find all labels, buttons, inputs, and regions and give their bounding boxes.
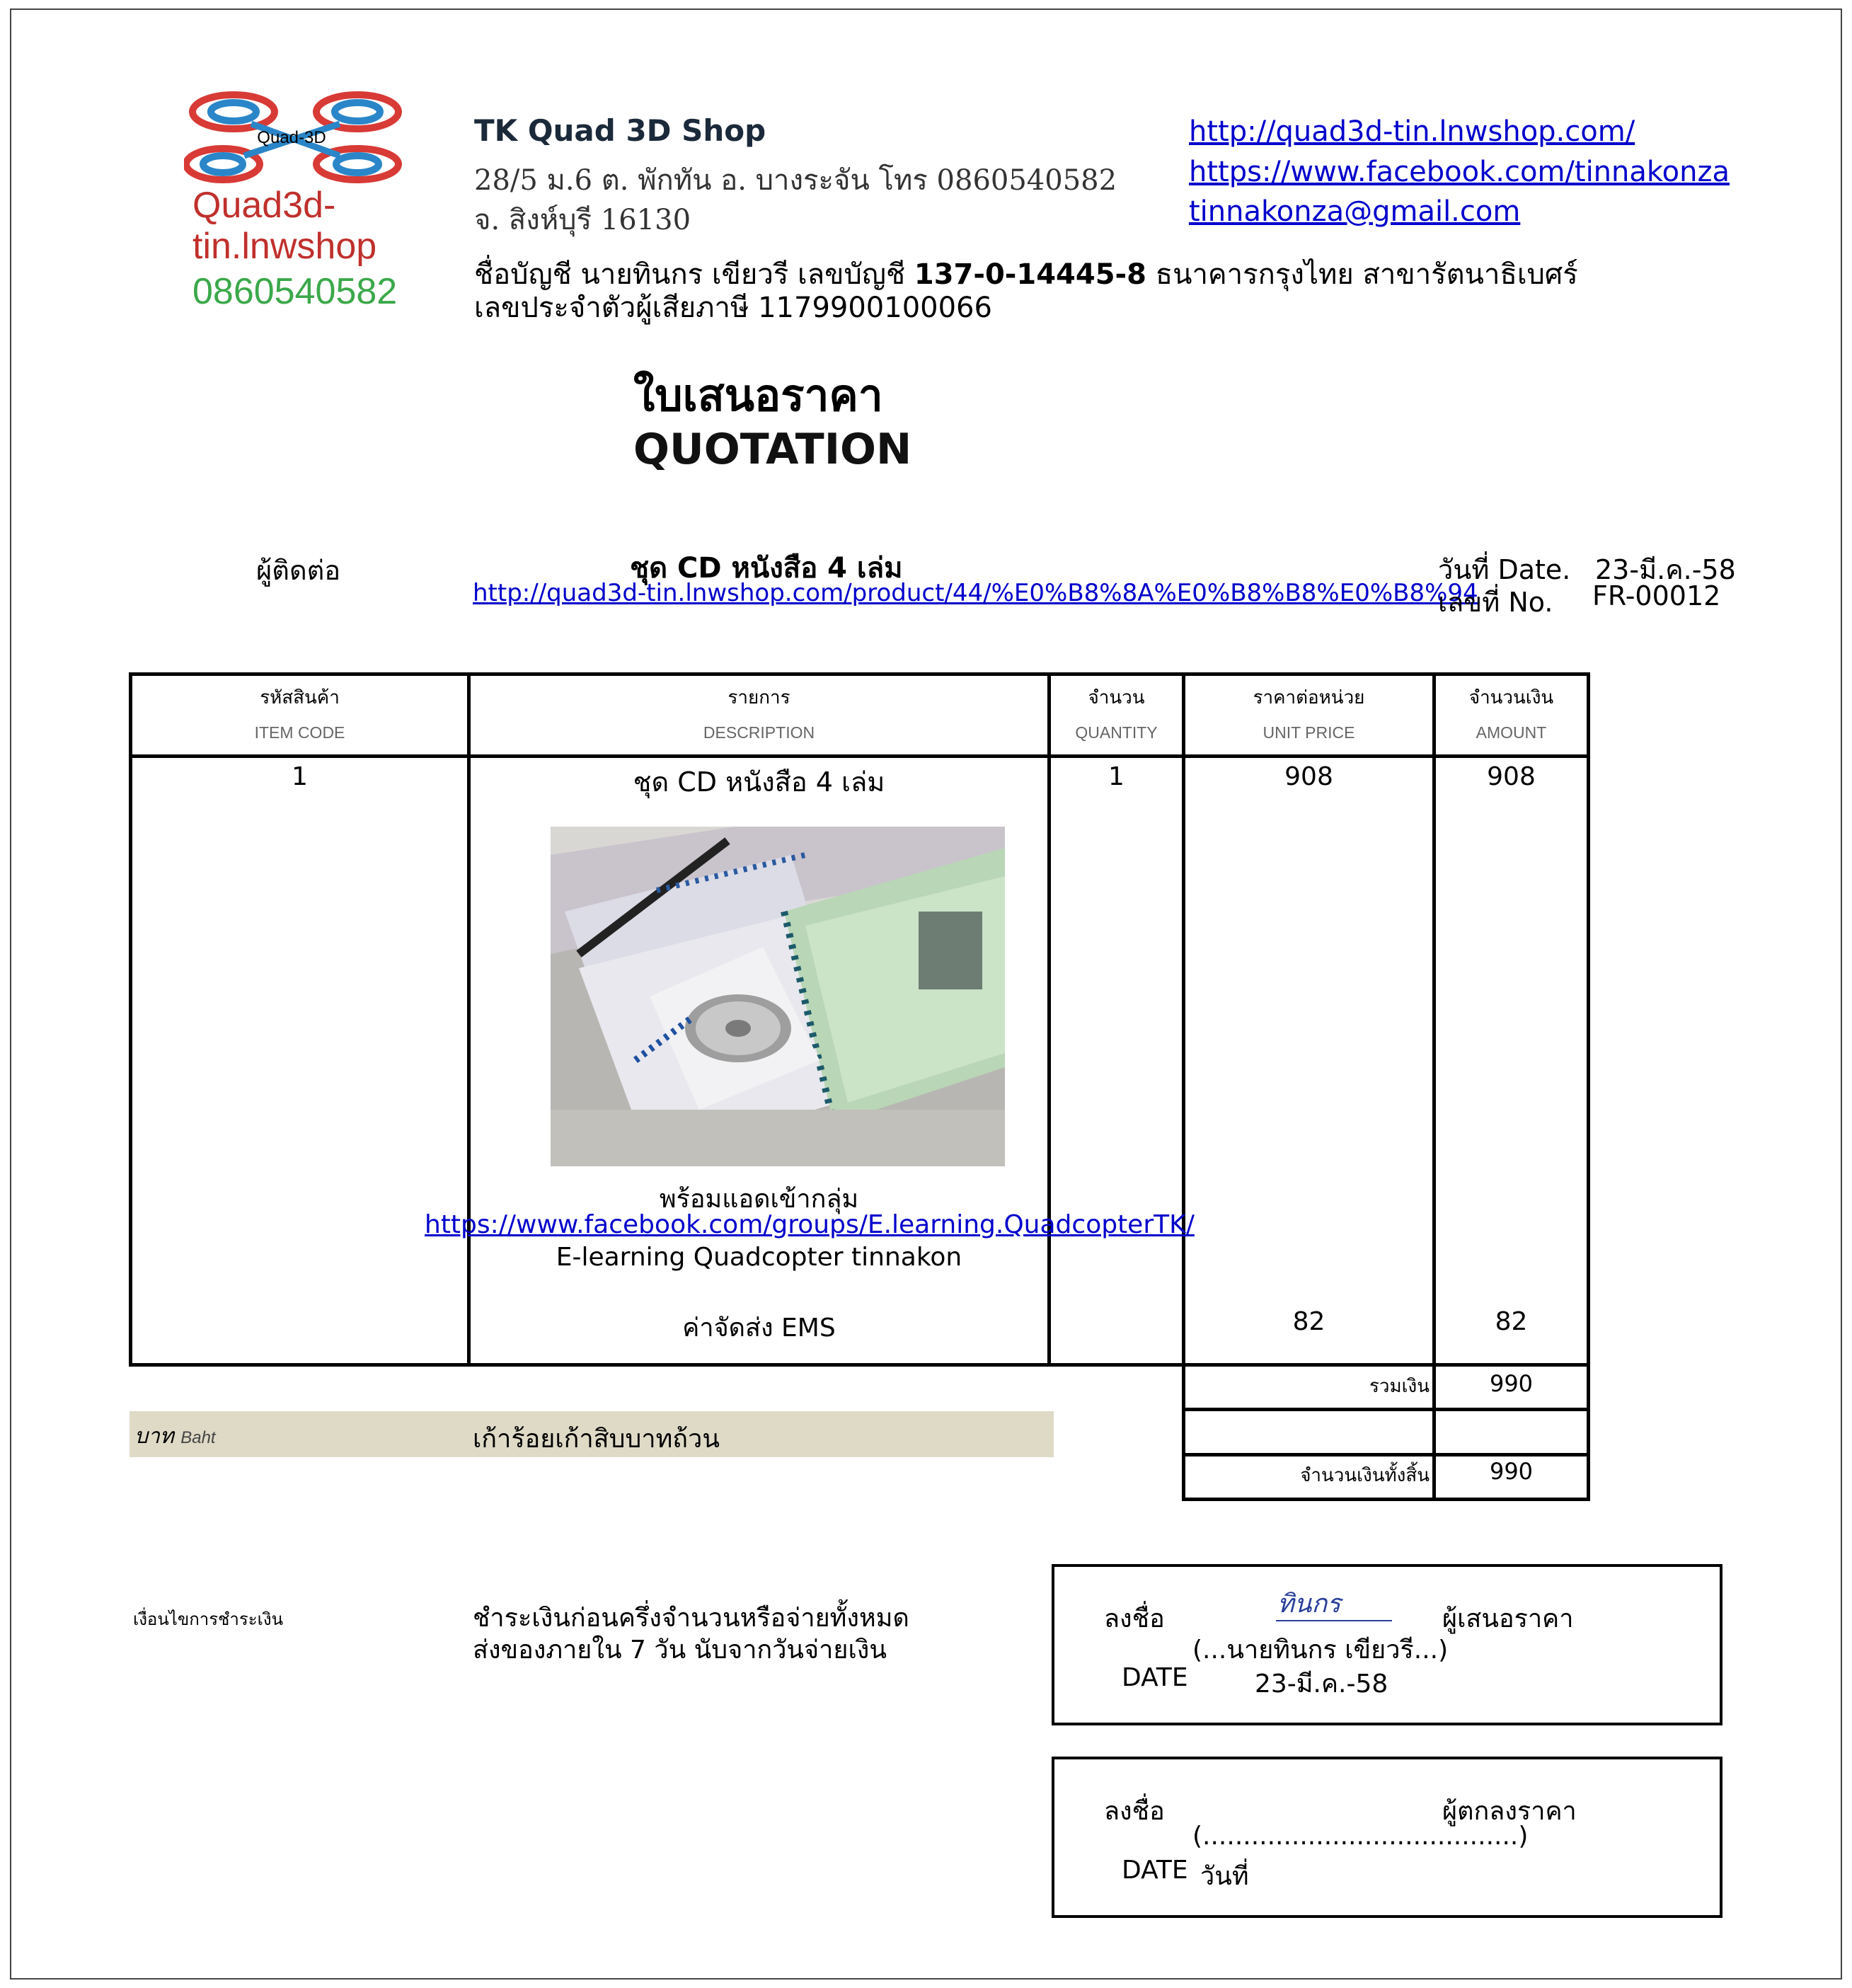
product-url-link[interactable]: http://quad3d-tin.lnwshop.com/product/44/%E0%B8%8A%E0%B8%B8%E0%B8%94: [473, 579, 1478, 607]
row1-unit-price: 908: [1284, 762, 1333, 791]
buyer-date-label: DATE: [1122, 1856, 1188, 1885]
row2-amount: 82: [1495, 1307, 1528, 1336]
row1-item-code: 1: [292, 762, 308, 791]
signature-graphic: [1270, 1585, 1398, 1629]
seller-role: ผู้เสนอราคา: [1442, 1604, 1574, 1633]
shop-facebook-link[interactable]: https://www.facebook.com/tinnakonza: [1189, 156, 1730, 188]
tax-id: เลขประจำตัวผู้เสียภาษี 1179900100066: [474, 292, 992, 324]
shop-logo: [184, 85, 418, 326]
header-unit-price-th: ราคาต่อหน่วย: [1253, 687, 1365, 708]
group-note-link-wrap: [425, 1210, 1195, 1239]
seller-date-label: DATE: [1122, 1663, 1188, 1692]
shop-email-link[interactable]: tinnakonza@gmail.com: [1189, 195, 1521, 228]
date-value: 23-มี.ค.-58: [1595, 554, 1736, 585]
shop-name: TK Quad 3D Shop: [474, 113, 766, 148]
header-description-th: รายการ: [727, 687, 790, 708]
row1-description: ชุด CD หนังสือ 4 เล่ม: [633, 766, 885, 798]
shop-address-1: 28/5 ม.6 ต. พักทัน อ. บางระจัน โทร 0860540582: [474, 164, 1117, 197]
header-item-code-en: ITEM CODE: [254, 723, 345, 742]
number-value: FR-00012: [1592, 580, 1721, 611]
grand-total-label: จำนวนเงินทั้งสิ้น: [1300, 1465, 1430, 1486]
title-thai: ใบเสนอราคา: [633, 369, 883, 421]
seller-date-value: 23-มี.ค.-58: [1255, 1670, 1388, 1699]
svg-text:ทินกร: ทินกร: [1277, 1590, 1341, 1619]
baht-label-en: Baht: [180, 1428, 216, 1447]
number-label: เลขที่ No.: [1438, 587, 1553, 618]
facebook-group-link[interactable]: https://www.facebook.com/groups/E.learning.QuadcopterTK/: [425, 1210, 1195, 1239]
buyer-role: ผู้ตกลงราคา: [1442, 1797, 1577, 1826]
payment-terms-label: เงื่อนไขการชำระเงิน: [133, 1609, 283, 1629]
quadcopter-logo-icon: [184, 85, 418, 191]
header-unit-price-en: UNIT PRICE: [1263, 723, 1355, 742]
subtotal-value: 990: [1489, 1370, 1534, 1397]
totals-border: [1182, 1453, 1590, 1456]
totals-border: [1587, 1363, 1590, 1501]
row1-amount: 908: [1487, 762, 1536, 791]
subject: ชุด CD หนังสือ 4 เล่ม: [630, 552, 903, 585]
seller-sign-label: ลงชื่อ: [1104, 1604, 1165, 1633]
baht-words: เก้าร้อยเก้าสิบบาทถ้วน: [473, 1425, 720, 1454]
header-description-en: DESCRIPTION: [703, 723, 815, 742]
table-border: [1587, 672, 1590, 1367]
group-note-name: E-learning Quadcopter tinnakon: [556, 1243, 962, 1272]
bank-number: 137-0-14445-8: [914, 258, 1146, 291]
grand-total-value: 990: [1489, 1458, 1534, 1485]
payment-terms-line2: ส่งของภายใน 7 วัน นับจากวันจ่ายเงิน: [473, 1636, 887, 1665]
logo-line1: Quad3d-: [192, 185, 336, 226]
buyer-date-value: วันที่: [1200, 1862, 1249, 1891]
table-border: [129, 672, 1590, 676]
baht-label: [134, 1420, 216, 1453]
shop-website-link[interactable]: http://quad3d-tin.lnwshop.com/: [1189, 115, 1635, 148]
group-note: พร้อมแอดเข้ากลุ่ม: [659, 1185, 859, 1214]
logo-line2: tin.lnwshop: [192, 226, 377, 267]
shop-address-2: จ. สิงห์บุรี 16130: [474, 204, 691, 236]
header-amount-th: จำนวนเงิน: [1468, 687, 1554, 708]
row2-unit-price: 82: [1292, 1307, 1325, 1336]
bank-branch: ธนาคารกรุงไทย สาขารัตนาธิเบศร์: [1146, 258, 1578, 291]
bank-prefix: ชื่อบัญชี นายทินกร เขียวรี เลขบัญชี: [474, 258, 914, 291]
row2-description: ค่าจัดส่ง EMS: [682, 1314, 836, 1343]
totals-border: [1182, 1408, 1590, 1411]
subtotal-label: รวมเงิน: [1369, 1376, 1430, 1397]
date-label: วันที่ Date.: [1438, 554, 1571, 585]
product-photo: [551, 827, 1005, 1166]
title-english: QUOTATION: [633, 425, 912, 474]
header-amount-en: AMOUNT: [1476, 723, 1547, 742]
payment-terms-line1: ชำระเงินก่อนครึ่งจำนวนหรือจ่ายทั้งหมด: [473, 1604, 909, 1633]
logo-phone: 0860540582: [192, 271, 398, 312]
buyer-name: (.......................................): [1192, 1822, 1529, 1851]
svg-text:Quad-3D: Quad-3D: [257, 128, 326, 147]
table-border: [129, 1363, 1590, 1367]
baht-label-th: บาท: [134, 1424, 174, 1449]
header-item-code-th: รหัสสินค้า: [260, 687, 340, 708]
seller-name: (...นายทินกร เขียวรี...): [1192, 1636, 1449, 1665]
row1-quantity: 1: [1108, 762, 1125, 791]
totals-border: [1182, 1498, 1590, 1501]
buyer-sign-label: ลงชื่อ: [1104, 1797, 1165, 1826]
header-quantity-th: จำนวน: [1088, 687, 1145, 708]
header-quantity-en: QUANTITY: [1075, 723, 1158, 742]
table-border: [129, 754, 1590, 758]
contact-label: ผู้ติดต่อ: [256, 555, 341, 586]
